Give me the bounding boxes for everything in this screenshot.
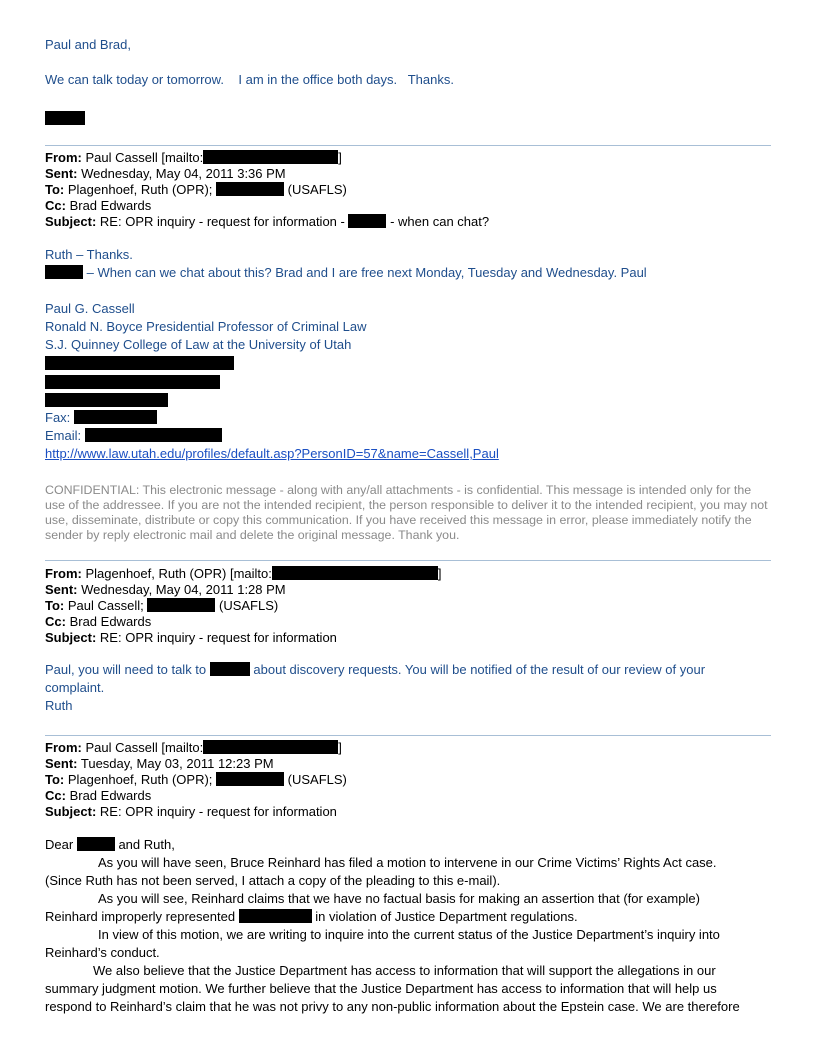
subject-label: Subject:	[45, 630, 97, 645]
email3-cc	[45, 788, 151, 804]
paragraph-3-line-2: Reinhard’s conduct.	[45, 945, 160, 960]
email2-cc	[45, 614, 151, 630]
email2-signoff: Ruth	[45, 698, 73, 713]
from-label: From:	[45, 150, 82, 165]
email3-from	[45, 740, 342, 756]
email1-from	[45, 150, 342, 166]
cc-label: Cc:	[45, 198, 66, 213]
redaction	[239, 909, 312, 923]
redaction	[45, 265, 83, 279]
redaction	[147, 598, 215, 612]
redaction	[77, 837, 115, 851]
to-suffix: (USAFLS)	[287, 772, 347, 787]
paragraph-2-line-1: As you will see, Reinhard claims that we have no factual basis for making an assertion that (for example)	[98, 891, 700, 906]
signature-email	[45, 428, 222, 444]
email2-from	[45, 566, 442, 582]
sent-label: Sent:	[45, 582, 78, 597]
dear-end: and Ruth,	[118, 837, 175, 852]
subject-value: RE: OPR inquiry - request for information -	[99, 214, 345, 229]
from-end: ]	[437, 566, 442, 581]
from-label: From:	[45, 740, 82, 755]
redaction	[216, 772, 284, 786]
from-label: From:	[45, 566, 82, 581]
email3-subject	[45, 804, 337, 820]
redaction	[210, 662, 250, 676]
confidential-notice: CONFIDENTIAL: This electronic message - along with any/all attachments - is confidential. This message is intended only for the use of the addressee. If you are not the intended recipient, the person responsible to deliver it to the intended recipient, you may not use, disseminate, distribute or copy this communication. If you have received this message in error, please immediately notify the sender by reply electronic mail and delete the original message. Thank you.	[45, 483, 768, 542]
signature-name: Paul G. Cassell	[45, 301, 135, 316]
to-value: Plagenhoef, Ruth (OPR);	[67, 772, 213, 787]
from-value: Paul Cassell [mailto:	[85, 150, 204, 165]
paragraph-4-line-2: summary judgment motion. We further believe that the Justice Department has access to information that will help us	[45, 981, 717, 996]
cc-label: Cc:	[45, 788, 66, 803]
to-suffix: (USAFLS)	[287, 182, 347, 197]
from-value: Plagenhoef, Ruth (OPR) [mailto:	[85, 566, 272, 581]
email2-subject	[45, 630, 337, 646]
greeting: Paul and Brad,	[45, 37, 132, 52]
redaction	[74, 410, 157, 424]
sent-label: Sent:	[45, 166, 78, 181]
paragraph-3-line-1: In view of this motion, we are writing to inquire into the current status of the Justice Department’s inquiry into	[98, 927, 720, 942]
redaction	[203, 740, 338, 754]
paragraph-1-line-2: (Since Ruth has not been served, I attach a copy of the pleading to this e-mail).	[45, 873, 501, 888]
subject-suffix: - when can chat?	[390, 214, 490, 229]
fax-label: Fax:	[45, 410, 71, 425]
to-value: Paul Cassell;	[67, 598, 144, 613]
sent-label: Sent:	[45, 756, 78, 771]
email1-line2	[45, 265, 647, 281]
from-end: ]	[338, 150, 342, 165]
subject-label: Subject:	[45, 214, 97, 229]
divider	[45, 735, 771, 736]
signature-fax	[45, 410, 157, 426]
divider	[45, 560, 771, 561]
to-label: To:	[45, 772, 65, 787]
to-label: To:	[45, 598, 65, 613]
subject-value: RE: OPR inquiry - request for information	[99, 804, 337, 819]
paragraph-4-line-3: respond to Reinhard’s claim that he was not privy to any non-public information about the Epstein case. We are therefore	[45, 999, 740, 1014]
email2-body-b: about discovery requests. You will be notified of the result of our review of your	[253, 662, 706, 677]
cc-value: Brad Edwards	[69, 788, 152, 803]
divider	[45, 145, 771, 146]
to-value: Plagenhoef, Ruth (OPR);	[67, 182, 213, 197]
from-value: Paul Cassell [mailto:	[85, 740, 204, 755]
signature-title: Ronald N. Boyce Presidential Professor of Criminal Law	[45, 319, 367, 334]
email1-subject	[45, 214, 489, 230]
redaction	[45, 111, 85, 125]
subject-label: Subject:	[45, 804, 97, 819]
sent-value: Tuesday, May 03, 2011 12:23 PM	[80, 756, 274, 771]
top-message-body: We can talk today or tomorrow. I am in the office both days. Thanks.	[45, 72, 454, 87]
from-end: ]	[338, 740, 342, 755]
email2-body-line1	[45, 662, 705, 678]
paragraph-1-line-1: As you will have seen, Bruce Reinhard has filed a motion to intervene in our Crime Victims’ Rights Act case.	[98, 855, 717, 870]
cc-value: Brad Edwards	[69, 198, 152, 213]
sent-value: Wednesday, May 04, 2011 3:36 PM	[81, 166, 286, 181]
profile-link[interactable]: http://www.law.utah.edu/profiles/default.asp?PersonID=57&name=Cassell,Paul	[45, 446, 499, 461]
redaction	[45, 393, 168, 407]
email2-to	[45, 598, 278, 614]
subject-value: RE: OPR inquiry - request for information	[99, 630, 337, 645]
paragraph-4-line-1: We also believe that the Justice Department has access to information that will support the allegations in our	[93, 963, 716, 978]
p2-pre: Reinhard improperly represented	[45, 909, 236, 924]
to-suffix: (USAFLS)	[219, 598, 279, 613]
email1-sent	[45, 166, 286, 182]
email3-salutation	[45, 837, 175, 853]
to-label: To:	[45, 182, 65, 197]
email1-line2-text: – When can we chat about this? Brad and I are free next Monday, Tuesday and Wednesday. Paul	[86, 265, 647, 280]
cc-label: Cc:	[45, 614, 66, 629]
email3-to	[45, 772, 347, 788]
profile-link-row	[45, 446, 499, 462]
redaction	[45, 356, 234, 370]
dear-text: Dear	[45, 837, 74, 852]
sent-value: Wednesday, May 04, 2011 1:28 PM	[81, 582, 286, 597]
p2-post: in violation of Justice Department regulations.	[315, 909, 578, 924]
email2-body-a: Paul, you will need to talk to	[45, 662, 207, 677]
redaction	[85, 428, 222, 442]
email1-cc	[45, 198, 151, 214]
email-label: Email:	[45, 428, 82, 443]
email2-sent	[45, 582, 286, 598]
paragraph-2-line-2	[45, 909, 578, 925]
email1-line1: Ruth – Thanks.	[45, 247, 133, 262]
cc-value: Brad Edwards	[69, 614, 152, 629]
email2-body-line2: complaint.	[45, 680, 105, 695]
redaction	[203, 150, 338, 164]
email1-to	[45, 182, 347, 198]
email3-sent	[45, 756, 274, 772]
signature-school: S.J. Quinney College of Law at the University of Utah	[45, 337, 352, 352]
redaction	[216, 182, 284, 196]
redaction	[272, 566, 438, 580]
redaction	[45, 375, 220, 389]
redaction	[348, 214, 386, 228]
